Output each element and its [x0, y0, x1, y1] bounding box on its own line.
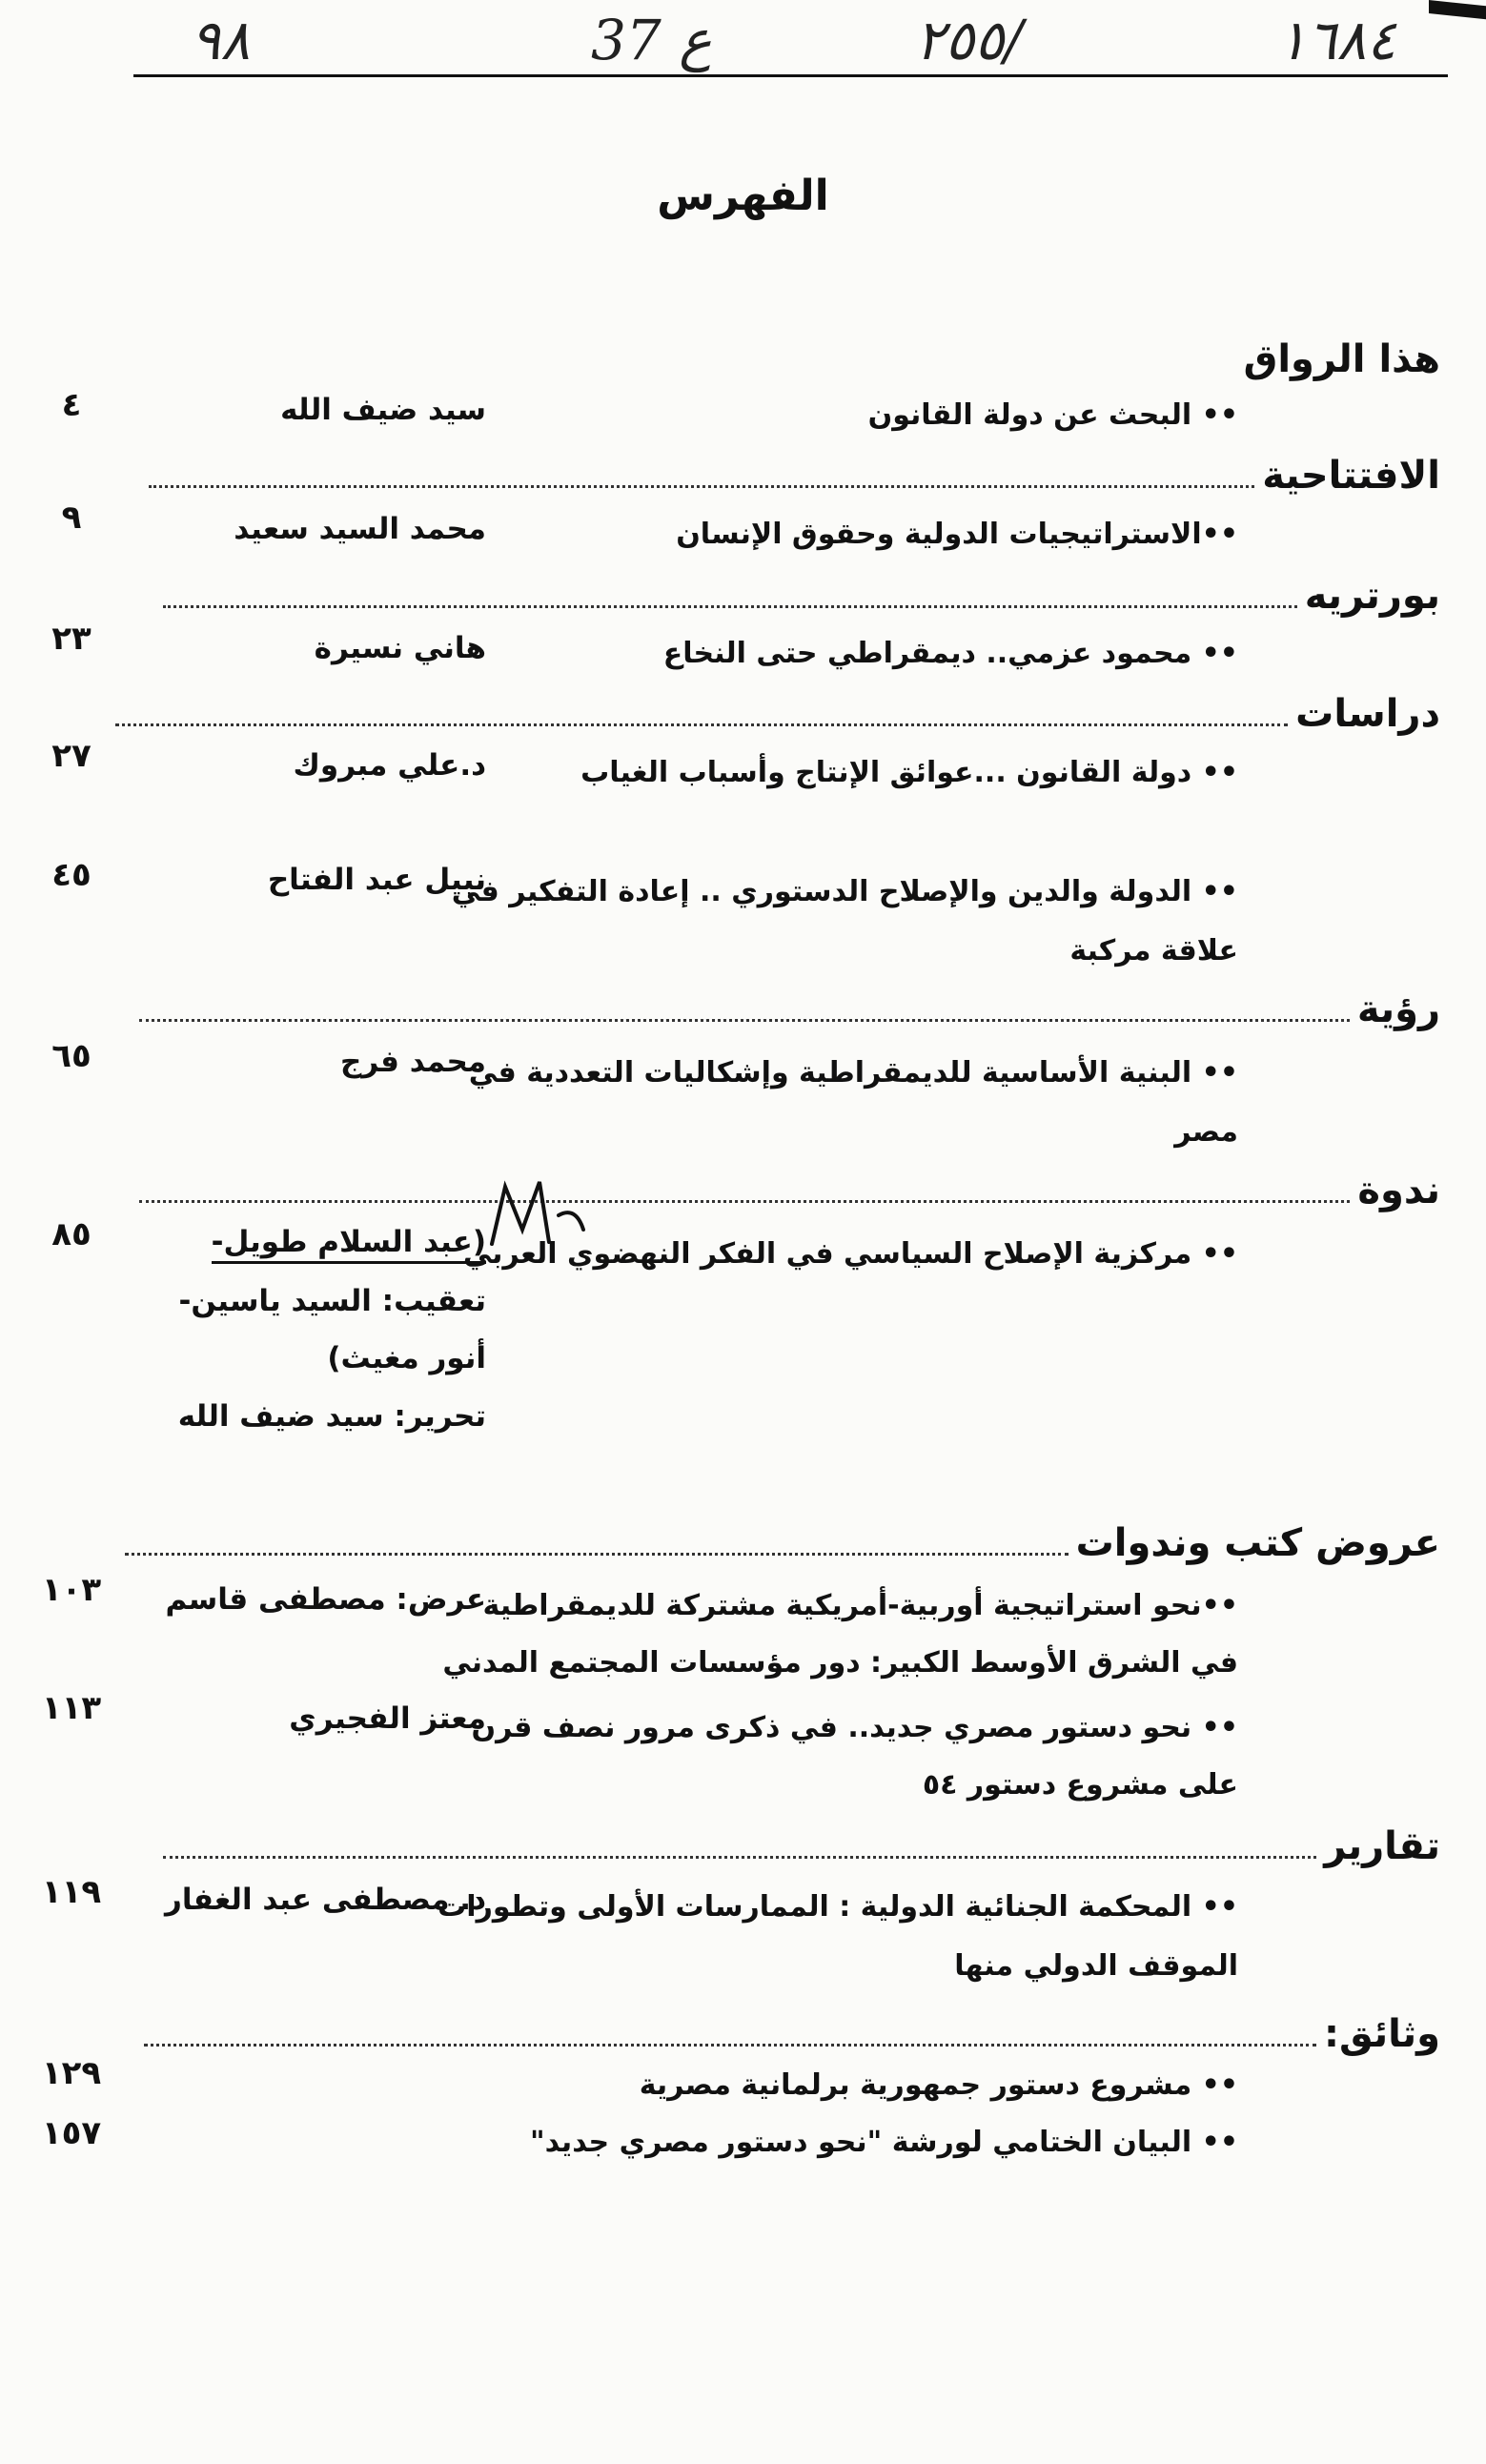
entry-author: معتز الفجيري	[289, 1701, 486, 1736]
entry-page-number: ١٥٧	[41, 2114, 102, 2152]
entry-page-number: ١٢٩	[41, 2054, 102, 2092]
entry-page-number: ٤٥	[51, 856, 92, 894]
entry-page-number: ٦٥	[51, 1037, 92, 1075]
entry-author: سيد ضيف الله	[280, 393, 486, 427]
entry-title-line: في الشرق الأوسط الكبير: دور مؤسسات المجتمع المدني	[442, 1646, 1238, 1680]
entry-title-line: •• البحث عن دولة القانون	[867, 398, 1238, 432]
entry-author: محمد السيد سعيد	[234, 512, 486, 546]
entry-author: أنور مغيث)	[327, 1341, 486, 1375]
entry-page-number: ٢٣	[51, 620, 92, 658]
section-header	[139, 1163, 1440, 1212]
section-name: تقارير	[1324, 1824, 1440, 1868]
entry-page-number: ٢٧	[51, 737, 92, 775]
dotted-leader	[163, 605, 1297, 608]
entry-author: تعقيب: السيد ياسين-	[178, 1284, 486, 1318]
entry-author: د.علي مبروك	[293, 748, 486, 783]
section-name: هذا الرواق	[1243, 337, 1440, 381]
entry-author: تحرير: سيد ضيف الله	[177, 1399, 486, 1434]
entry-title-line: •• الدولة والدين والإصلاح الدستوري .. إعادة التفكير في	[451, 875, 1238, 908]
entry-author: هاني نسيرة	[314, 631, 486, 665]
dotted-leader	[139, 1200, 1350, 1203]
section-header	[139, 982, 1440, 1031]
entry-page-number: ١١٩	[41, 1873, 102, 1911]
entry-title-line: الموقف الدولي منها	[954, 1949, 1238, 1983]
section-name: دراسات	[1295, 692, 1440, 736]
entry-page-number: ٩	[61, 499, 82, 537]
dotted-leader	[125, 1553, 1069, 1556]
section-header	[163, 568, 1440, 618]
section-header	[144, 2006, 1440, 2056]
section-name: ندوة	[1357, 1169, 1440, 1212]
handwritten-note-middle-left: 37 ع	[591, 8, 712, 72]
entry-title-line: •• مشروع دستور جمهورية برلمانية مصرية	[639, 2068, 1238, 2102]
dotted-leader	[144, 2044, 1316, 2047]
entry-title-line: مصر	[1174, 1115, 1238, 1149]
author-underlined: (عبد السلام طويل-	[212, 1225, 486, 1264]
entry-title-line: •• البنية الأساسية للديمقراطية وإشكاليات التعددية في	[468, 1056, 1238, 1089]
entry-page-number: ٤	[61, 386, 82, 424]
entry-author: محمد فرج	[340, 1045, 486, 1079]
entry-title-line: على مشروع دستور ٥٤	[922, 1768, 1238, 1802]
top-rule	[133, 74, 1448, 77]
entry-title-line: •• نحو دستور مصري جديد.. في ذكرى مرور نصف قرن	[471, 1711, 1238, 1744]
entry-title-line: ••نحو استراتيجية أوربية-أمريكية مشتركة للديمقراطية	[482, 1589, 1238, 1622]
section-name: وثائق:	[1324, 2012, 1440, 2056]
entry-title-line: •• المحكمة الجنائية الدولية : الممارسات الأولى وتطورات	[438, 1890, 1238, 1924]
handwritten-note-middle-right: ٢٥٥/	[915, 8, 1024, 72]
entry-author: عرض: مصطفى قاسم	[165, 1582, 486, 1617]
dotted-leader	[139, 1019, 1350, 1022]
dotted-leader	[163, 1856, 1316, 1859]
section-header	[149, 448, 1440, 498]
section-name: عروض كتب وندوات	[1075, 1521, 1440, 1565]
section-name: بورتريه	[1304, 574, 1440, 618]
page-title: الفهرس	[657, 172, 829, 220]
entry-title-line: •• البيان الختامي لورشة "نحو دستور مصري جديد"	[529, 2126, 1238, 2159]
entry-author: د. مصطفى عبد الغفار	[165, 1883, 486, 1917]
dotted-leader	[149, 485, 1254, 488]
entry-title-line: علاقة مركبة	[1069, 934, 1238, 967]
handwritten-signature-mark	[484, 1177, 589, 1253]
entry-author	[153, 1225, 486, 1259]
entry-author: نبيل عبد الفتاح	[267, 863, 486, 897]
entry-title-line: •• مركزية الإصلاح السياسي في الفكر النهضوي العربي	[462, 1237, 1238, 1271]
entry-title-line: ••الاستراتيجيات الدولية وحقوق الإنسان	[676, 518, 1238, 551]
entry-page-number: ١١٣	[41, 1689, 102, 1727]
handwritten-note-right: ١٦٨٤	[1277, 8, 1396, 72]
section-name: رؤية	[1356, 988, 1440, 1031]
section-header	[125, 1516, 1440, 1565]
entry-page-number: ١٠٣	[41, 1571, 102, 1609]
handwritten-note-left: ٩٨	[191, 8, 251, 72]
section-header	[1236, 332, 1440, 381]
entry-title-line: •• دولة القانون ...عوائق الإنتاج وأسباب الغياب	[580, 756, 1238, 789]
top-corner-mark	[1429, 0, 1486, 19]
section-header	[115, 686, 1440, 736]
dotted-leader	[115, 723, 1288, 726]
entry-page-number: ٨٥	[51, 1215, 92, 1253]
section-name: الافتتاحية	[1262, 454, 1440, 498]
entry-title-line: •• محمود عزمي.. ديمقراطي حتى النخاع	[662, 637, 1238, 670]
section-header	[163, 1819, 1440, 1868]
